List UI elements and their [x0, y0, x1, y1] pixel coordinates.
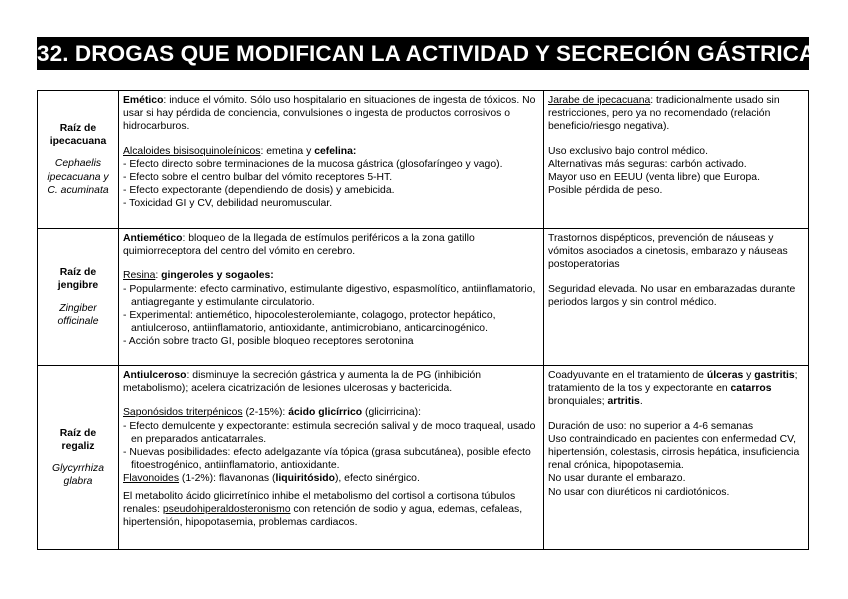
uses-line: Mayor uso en EEUU (venta libre) que Europa. [548, 172, 760, 184]
plant-latin-name: Zingiber officinale [57, 302, 99, 327]
list-item: - Popularmente: efecto carminativo, estimulante digestivo, espasmolítico, antiinflamatorio, antiagregante y estimulante circulatorio. [123, 283, 539, 309]
uses-line: Uso contraindicado en pacientes con enfermedad CV, hipertensión, colestasis, cirrosis hepática, insuficiencia renal crónica, hipopotasemia. [548, 433, 800, 472]
table-row [38, 91, 809, 229]
plant-latin-name: Glycyrrhiza glabra [52, 463, 104, 488]
uses-line: Alternativas más seguras: carbón activado. [548, 158, 747, 170]
mechanism-intro: Antiulceroso: disminuye la secreción gástrica y aumenta la de PG (inhibición metabolismo); acelera cicatrización de lesiones ulcerosas y bactericida. [123, 370, 482, 395]
uses-cell [544, 366, 809, 550]
uses-safety: Seguridad elevada. No usar en embarazadas durante periodos largos y sin control médico. [548, 283, 796, 308]
constituent-heading: Resina: gingeroles y sogaoles: [123, 270, 274, 282]
constituent-heading: Saponósidos triterpénicos (2-15%): ácido glicírrico (glicirricina): [123, 407, 422, 419]
uses-intro: Coadyuvante en el tratamiento de úlceras y gastritis; tratamiento de la tos y expectorante en catarros bronquiales; artritis. [548, 370, 798, 408]
uses-line: No usar durante el embarazo. [548, 473, 686, 485]
uses-cell [544, 229, 809, 366]
plant-cell [38, 91, 119, 229]
list-item: - Efecto expectorante (dependiendo de dosis) y amebicida. [123, 184, 539, 197]
uses-intro: Trastornos dispépticos, prevención de náuseas y vómitos asociados a cinetosis, embarazo y náuseas postoperatorias [548, 233, 788, 271]
plant-name: Raíz de jengibre [57, 267, 99, 292]
uses-line: Posible pérdida de peso. [548, 185, 663, 197]
uses-cell [544, 91, 809, 229]
table-row [38, 229, 809, 366]
list-item: - Efecto sobre el centro bulbar del vómito receptores 5-HT. [123, 171, 539, 184]
table-row [38, 366, 809, 550]
list-item: - Toxicidad GI y CV, debilidad neuromuscular. [123, 197, 539, 210]
page-title: 32. DROGAS QUE MODIFICAN LA ACTIVIDAD Y SECRECIÓN GÁSTRICA [37, 37, 809, 70]
list-item: - Efecto demulcente y expectorante: estimula secreción salival y de moco traqueal, usado en preparados anticatarrales. [123, 420, 539, 446]
list-item: - Nuevas posibilidades: efecto adelgazante vía tópica (grasa subcutánea), posible efecto fitoestrogénico, antiinflamatorio, antioxidante. [123, 446, 539, 472]
metabolite-note: El metabolito ácido glicirretínico inhibe el metabolismo del cortisol a cortisona túbulos renales: pseudohiperaldosteronismo con retención de sodio y agua, edemas, cefaleas, hipertensión, hipopotasemia, problemas cardiacos. [123, 490, 523, 529]
list-item: - Acción sobre tracto GI, posible bloqueo receptores serotonina [123, 335, 539, 348]
uses-line: Uso exclusivo bajo control médico. [548, 145, 708, 157]
uses-intro: Jarabe de ipecacuana: tradicionalmente usado sin restricciones, pero ya no recomendado (relación beneficio/riesgo negativa). [548, 95, 780, 133]
uses-line: Duración de uso: no superior a 4-6 semanas [548, 420, 754, 432]
list-item: - Efecto directo sobre terminaciones de la mucosa gástrica (glosofaríngeo y vago). [123, 158, 539, 171]
mechanism-cell [119, 366, 544, 550]
mechanism-cell [119, 91, 544, 229]
constituent-heading: Alcaloides bisisoquinoleínicos: emetina y cefelina: [123, 145, 357, 157]
plant-cell [38, 229, 119, 366]
flavonoids-line: Flavonoides (1-2%): flavanonas (liquiritósido), efecto sinérgico. [123, 473, 420, 485]
plant-name: Raíz de regaliz [59, 427, 97, 452]
list-item: - Experimental: antiemético, hipocolesterolemiante, colagogo, protector hepático, antiulceroso, antiinflamatorio, antioxidante, antimicrobiano, anticarcinogénico. [123, 309, 539, 335]
mechanism-cell [119, 229, 544, 366]
effects-list [123, 158, 539, 211]
plant-name: Raíz de ipecacuana [49, 122, 107, 148]
mechanism-intro: Antiemético: bloqueo de la llegada de estímulos periféricos a la zona gatillo quimiorreceptora del centro del vómito en cerebro. [123, 233, 475, 258]
mechanism-intro: Emético: induce el vómito. Sólo uso hospitalario en situaciones de ingesta de tóxicos. No usar si hay pérdida de conciencia, convulsiones o ingesta de productos corrosivos o hidrocarburos. [123, 95, 536, 133]
uses-line: No usar con diuréticos ni cardiotónicos. [548, 486, 730, 498]
effects-list [123, 283, 539, 349]
drugs-table [37, 90, 809, 550]
plant-latin-name: Cephaelis ipecacuana y C. acuminata [47, 158, 109, 196]
effects-list [123, 420, 539, 473]
plant-cell [38, 366, 119, 550]
